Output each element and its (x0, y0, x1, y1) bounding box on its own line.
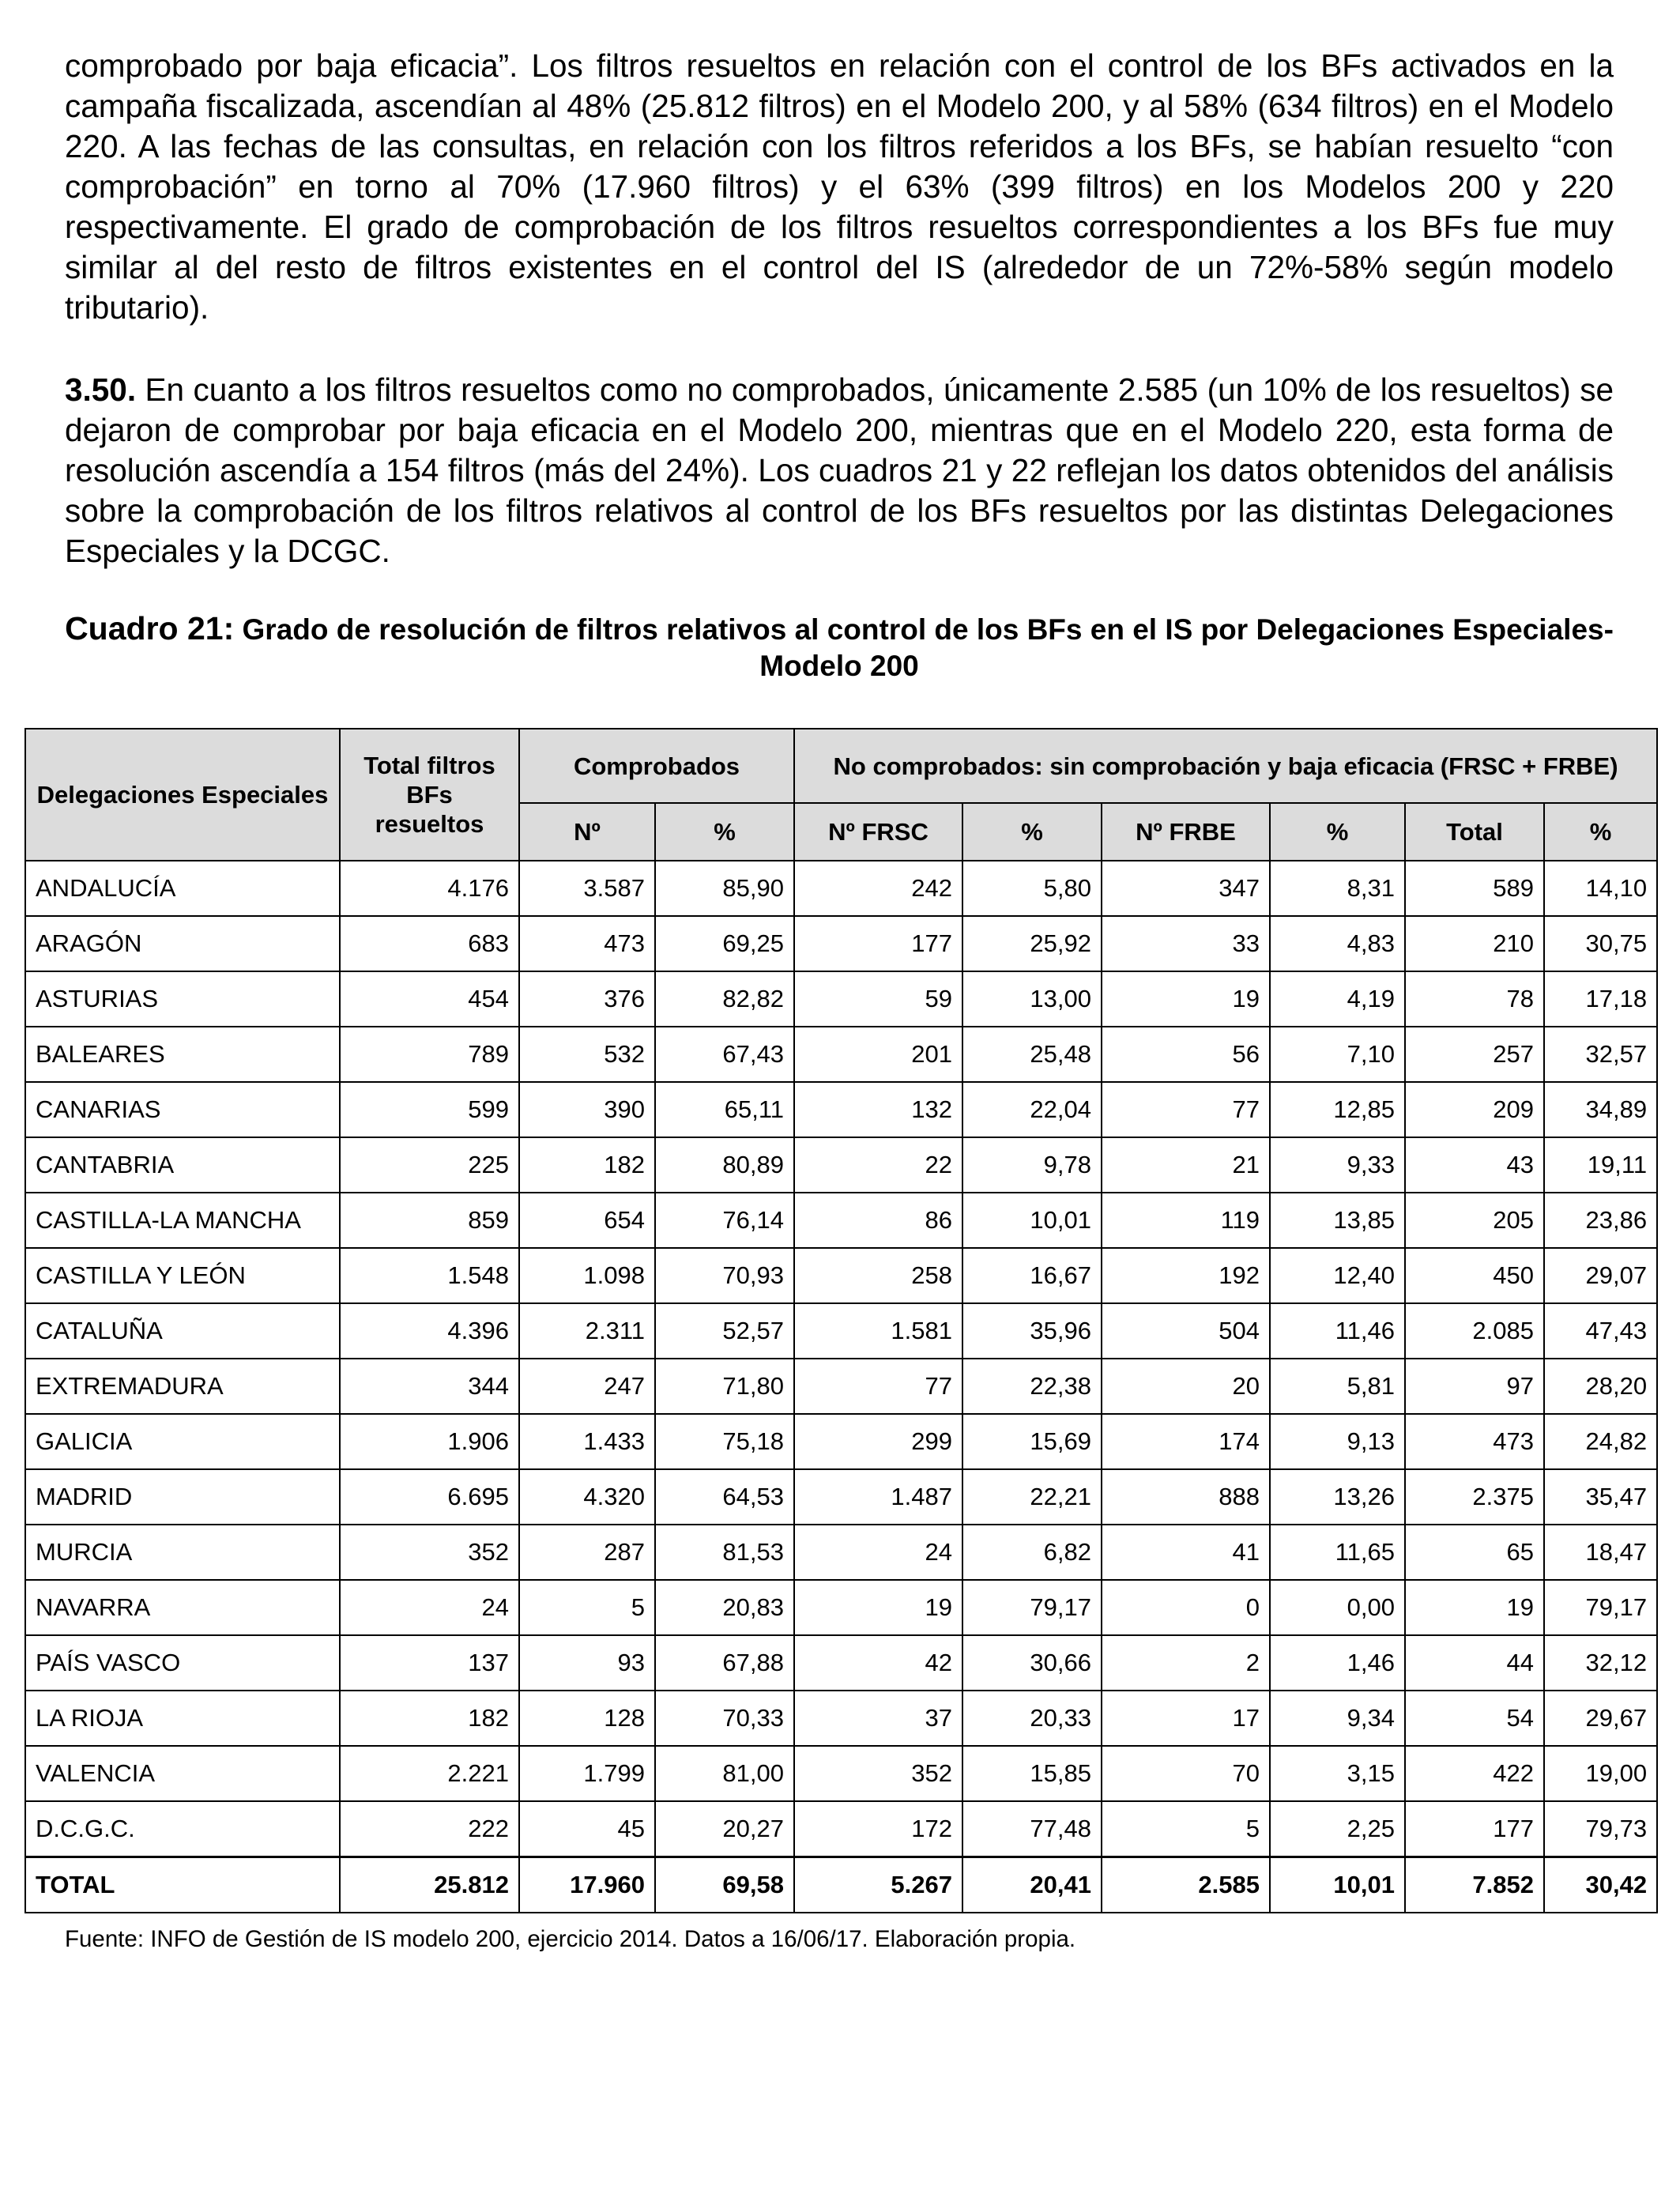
value-cell: 473 (1405, 1414, 1544, 1469)
value-cell: 23,86 (1544, 1193, 1657, 1248)
paragraph-number: 3.50. (65, 371, 137, 408)
value-cell: 56 (1102, 1027, 1270, 1082)
row-label-cell: PAÍS VASCO (25, 1635, 340, 1691)
value-cell: 25,48 (962, 1027, 1102, 1082)
value-cell: 24 (340, 1580, 519, 1635)
value-cell: 3.587 (519, 861, 655, 916)
value-cell: 347 (1102, 861, 1270, 916)
value-cell: 21 (1102, 1137, 1270, 1193)
value-cell: 13,26 (1270, 1469, 1405, 1525)
subheader-cell: % (962, 803, 1102, 861)
table-row (25, 1193, 1657, 1248)
row-label-cell: CANTABRIA (25, 1137, 340, 1193)
value-cell: 11,46 (1270, 1303, 1405, 1359)
value-cell: 67,43 (655, 1027, 794, 1082)
value-cell: 70,33 (655, 1691, 794, 1746)
value-cell: 504 (1102, 1303, 1270, 1359)
value-cell: 22,38 (962, 1359, 1102, 1414)
value-cell: 20,33 (962, 1691, 1102, 1746)
table-row (25, 1580, 1657, 1635)
value-cell: 5.267 (794, 1857, 962, 1913)
header-comprobados: Comprobados (519, 729, 794, 803)
table-row (25, 1027, 1657, 1082)
value-cell: 32,12 (1544, 1635, 1657, 1691)
value-cell: 78 (1405, 971, 1544, 1027)
value-cell: 30,66 (962, 1635, 1102, 1691)
value-cell: 532 (519, 1027, 655, 1082)
value-cell: 82,82 (655, 971, 794, 1027)
value-cell: 5,80 (962, 861, 1102, 916)
value-cell: 376 (519, 971, 655, 1027)
paragraph-2-text: En cuanto a los filtros resueltos como no comprobados, únicamente 2.585 (un 10% de los resueltos) se dejaron de comprobar por baja eficacia en el Modelo 200, mientras que en el Modelo 220, esta forma de resolución ascendía a 154 filtros (más del 24%). Los cuadros 21 y 22 reflejan los datos obtenidos del análisis sobre la comprobación de los filtros relativos al control de los BFs resueltos por las distintas Delegaciones Especiales y la DCGC. (65, 371, 1614, 569)
value-cell: 13,85 (1270, 1193, 1405, 1248)
row-label-cell: VALENCIA (25, 1746, 340, 1801)
value-cell: 34,89 (1544, 1082, 1657, 1137)
value-cell: 1.548 (340, 1248, 519, 1303)
value-cell: 19,11 (1544, 1137, 1657, 1193)
value-cell: 1.098 (519, 1248, 655, 1303)
value-cell: 30,42 (1544, 1857, 1657, 1913)
value-cell: 0 (1102, 1580, 1270, 1635)
value-cell: 137 (340, 1635, 519, 1691)
value-cell: 287 (519, 1525, 655, 1580)
value-cell: 76,14 (655, 1193, 794, 1248)
row-label-cell: NAVARRA (25, 1580, 340, 1635)
value-cell: 97 (1405, 1359, 1544, 1414)
row-label-cell: CASTILLA-LA MANCHA (25, 1193, 340, 1248)
value-cell: 9,33 (1270, 1137, 1405, 1193)
value-cell: 177 (1405, 1801, 1544, 1857)
value-cell: 19,00 (1544, 1746, 1657, 1801)
subheader-cell: % (1544, 803, 1657, 861)
value-cell: 6.695 (340, 1469, 519, 1525)
row-label-cell: LA RIOJA (25, 1691, 340, 1746)
value-cell: 25,92 (962, 916, 1102, 971)
value-cell: 85,90 (655, 861, 794, 916)
value-cell: 352 (340, 1525, 519, 1580)
value-cell: 2.311 (519, 1303, 655, 1359)
subheader-cell: Total (1405, 803, 1544, 861)
row-label-cell: CATALUÑA (25, 1303, 340, 1359)
table-row (25, 1414, 1657, 1469)
value-cell: 41 (1102, 1525, 1270, 1580)
value-cell: 4.320 (519, 1469, 655, 1525)
table-row (25, 1469, 1657, 1525)
value-cell: 422 (1405, 1746, 1544, 1801)
value-cell: 589 (1405, 861, 1544, 916)
value-cell: 79,73 (1544, 1801, 1657, 1857)
row-label-cell: GALICIA (25, 1414, 340, 1469)
value-cell: 1.487 (794, 1469, 962, 1525)
value-cell: 28,20 (1544, 1359, 1657, 1414)
caption-label: Cuadro 21: (65, 610, 235, 647)
value-cell: 81,00 (655, 1746, 794, 1801)
value-cell: 67,88 (655, 1635, 794, 1691)
value-cell: 2.221 (340, 1746, 519, 1801)
subheader-cell: % (655, 803, 794, 861)
value-cell: 9,34 (1270, 1691, 1405, 1746)
value-cell: 29,07 (1544, 1248, 1657, 1303)
value-cell: 454 (340, 971, 519, 1027)
value-cell: 30,75 (1544, 916, 1657, 971)
table-row (25, 861, 1657, 916)
value-cell: 10,01 (1270, 1857, 1405, 1913)
value-cell: 15,85 (962, 1746, 1102, 1801)
value-cell: 258 (794, 1248, 962, 1303)
value-cell: 5 (519, 1580, 655, 1635)
value-cell: 5,81 (1270, 1359, 1405, 1414)
header-total-filtros: Total filtros BFs resueltos (340, 729, 519, 861)
value-cell: 54 (1405, 1691, 1544, 1746)
value-cell: 128 (519, 1691, 655, 1746)
row-label-cell: EXTREMADURA (25, 1359, 340, 1414)
table-row (25, 1137, 1657, 1193)
table-body (25, 861, 1657, 1913)
value-cell: 79,17 (962, 1580, 1102, 1635)
value-cell: 22 (794, 1137, 962, 1193)
table-row (25, 1303, 1657, 1359)
value-cell: 119 (1102, 1193, 1270, 1248)
table-caption (65, 610, 1614, 684)
value-cell: 70,93 (655, 1248, 794, 1303)
value-cell: 299 (794, 1414, 962, 1469)
value-cell: 9,13 (1270, 1414, 1405, 1469)
value-cell: 25.812 (340, 1857, 519, 1913)
table-row (25, 916, 1657, 971)
value-cell: 32,57 (1544, 1027, 1657, 1082)
value-cell: 16,67 (962, 1248, 1102, 1303)
value-cell: 24 (794, 1525, 962, 1580)
row-label-cell: ANDALUCÍA (25, 861, 340, 916)
value-cell: 45 (519, 1801, 655, 1857)
table-total-row (25, 1857, 1657, 1913)
value-cell: 65,11 (655, 1082, 794, 1137)
value-cell: 70 (1102, 1746, 1270, 1801)
value-cell: 132 (794, 1082, 962, 1137)
value-cell: 64,53 (655, 1469, 794, 1525)
value-cell: 37 (794, 1691, 962, 1746)
subheader-cell: Nº FRSC (794, 803, 962, 861)
value-cell: 4.176 (340, 861, 519, 916)
row-label-cell: ASTURIAS (25, 971, 340, 1027)
subheader-cell: Nº (519, 803, 655, 861)
value-cell: 222 (340, 1801, 519, 1857)
value-cell: 2.375 (1405, 1469, 1544, 1525)
row-label-cell: TOTAL (25, 1857, 340, 1913)
value-cell: 3,15 (1270, 1746, 1405, 1801)
value-cell: 888 (1102, 1469, 1270, 1525)
value-cell: 654 (519, 1193, 655, 1248)
value-cell: 19 (1102, 971, 1270, 1027)
value-cell: 20 (1102, 1359, 1270, 1414)
value-cell: 205 (1405, 1193, 1544, 1248)
value-cell: 257 (1405, 1027, 1544, 1082)
subheader-cell: % (1270, 803, 1405, 861)
value-cell: 0,00 (1270, 1580, 1405, 1635)
value-cell: 20,27 (655, 1801, 794, 1857)
value-cell: 93 (519, 1635, 655, 1691)
value-cell: 20,83 (655, 1580, 794, 1635)
value-cell: 20,41 (962, 1857, 1102, 1913)
value-cell: 210 (1405, 916, 1544, 971)
value-cell: 47,43 (1544, 1303, 1657, 1359)
header-delegaciones: Delegaciones Especiales (25, 729, 340, 861)
value-cell: 13,00 (962, 971, 1102, 1027)
value-cell: 24,82 (1544, 1414, 1657, 1469)
value-cell: 2,25 (1270, 1801, 1405, 1857)
value-cell: 15,69 (962, 1414, 1102, 1469)
value-cell: 4,83 (1270, 916, 1405, 971)
value-cell: 4,19 (1270, 971, 1405, 1027)
subheader-cell: Nº FRBE (1102, 803, 1270, 861)
value-cell: 209 (1405, 1082, 1544, 1137)
table-row (25, 1801, 1657, 1857)
header-no-comprobados: No comprobados: sin comprobación y baja eficacia (FRSC + FRBE) (794, 729, 1657, 803)
value-cell: 65 (1405, 1525, 1544, 1580)
value-cell: 12,85 (1270, 1082, 1405, 1137)
value-cell: 6,82 (962, 1525, 1102, 1580)
row-label-cell: CASTILLA Y LEÓN (25, 1248, 340, 1303)
value-cell: 174 (1102, 1414, 1270, 1469)
value-cell: 9,78 (962, 1137, 1102, 1193)
value-cell: 2.085 (1405, 1303, 1544, 1359)
value-cell: 80,89 (655, 1137, 794, 1193)
value-cell: 29,67 (1544, 1691, 1657, 1746)
row-label-cell: MADRID (25, 1469, 340, 1525)
value-cell: 19 (1405, 1580, 1544, 1635)
value-cell: 81,53 (655, 1525, 794, 1580)
value-cell: 17 (1102, 1691, 1270, 1746)
value-cell: 22,21 (962, 1469, 1102, 1525)
table-row (25, 971, 1657, 1027)
value-cell: 75,18 (655, 1414, 794, 1469)
value-cell: 18,47 (1544, 1525, 1657, 1580)
paragraph-2 (65, 370, 1614, 571)
row-label-cell: D.C.G.C. (25, 1801, 340, 1857)
value-cell: 77 (794, 1359, 962, 1414)
value-cell: 8,31 (1270, 861, 1405, 916)
source-note: Fuente: INFO de Gestión de IS modelo 200, ejercicio 2014. Datos a 16/06/17. Elaboración propia. (65, 1926, 1076, 1952)
value-cell: 1,46 (1270, 1635, 1405, 1691)
caption-title: Grado de resolución de filtros relativos al control de los BFs en el IS por Delegaciones Especiales- Modelo 200 (234, 613, 1614, 682)
value-cell: 33 (1102, 916, 1270, 971)
value-cell: 71,80 (655, 1359, 794, 1414)
value-cell: 19 (794, 1580, 962, 1635)
value-cell: 69,25 (655, 916, 794, 971)
value-cell: 86 (794, 1193, 962, 1248)
table-row (25, 1525, 1657, 1580)
value-cell: 44 (1405, 1635, 1544, 1691)
value-cell: 1.581 (794, 1303, 962, 1359)
value-cell: 352 (794, 1746, 962, 1801)
value-cell: 7.852 (1405, 1857, 1544, 1913)
value-cell: 52,57 (655, 1303, 794, 1359)
table-row (25, 1082, 1657, 1137)
value-cell: 77 (1102, 1082, 1270, 1137)
value-cell: 22,04 (962, 1082, 1102, 1137)
value-cell: 79,17 (1544, 1580, 1657, 1635)
value-cell: 789 (340, 1027, 519, 1082)
value-cell: 69,58 (655, 1857, 794, 1913)
value-cell: 1.799 (519, 1746, 655, 1801)
value-cell: 192 (1102, 1248, 1270, 1303)
value-cell: 35,47 (1544, 1469, 1657, 1525)
value-cell: 77,48 (962, 1801, 1102, 1857)
value-cell: 17.960 (519, 1857, 655, 1913)
table-row (25, 1746, 1657, 1801)
value-cell: 4.396 (340, 1303, 519, 1359)
value-cell: 11,65 (1270, 1525, 1405, 1580)
value-cell: 12,40 (1270, 1248, 1405, 1303)
value-cell: 35,96 (962, 1303, 1102, 1359)
value-cell: 473 (519, 916, 655, 971)
value-cell: 1.906 (340, 1414, 519, 1469)
value-cell: 7,10 (1270, 1027, 1405, 1082)
table-row (25, 1635, 1657, 1691)
row-label-cell: MURCIA (25, 1525, 340, 1580)
value-cell: 43 (1405, 1137, 1544, 1193)
value-cell: 599 (340, 1082, 519, 1137)
row-label-cell: CANARIAS (25, 1082, 340, 1137)
value-cell: 859 (340, 1193, 519, 1248)
paragraph-1: comprobado por baja eficacia”. Los filtros resueltos en relación con el control de los BFs activados en la campaña fiscalizada, ascendían al 48% (25.812 filtros) en el Modelo 200, y al 58% (634 filtros) en el Modelo 220. A las fechas de las consultas, en relación con los filtros referidos a los BFs, se habían resuelto “con comprobación” en torno al 70% (17.960 filtros) y el 63% (399 filtros) en los Modelos 200 y 220 respectivamente. El grado de comprobación de los filtros resueltos correspondientes a los BFs fue muy similar al del resto de filtros existentes en el control del IS (alrededor de un 72%-58% según modelo tributario). (65, 47, 1614, 326)
value-cell: 390 (519, 1082, 655, 1137)
value-cell: 182 (519, 1137, 655, 1193)
value-cell: 225 (340, 1137, 519, 1193)
value-cell: 1.433 (519, 1414, 655, 1469)
value-cell: 42 (794, 1635, 962, 1691)
value-cell: 59 (794, 971, 962, 1027)
value-cell: 2.585 (1102, 1857, 1270, 1913)
value-cell: 17,18 (1544, 971, 1657, 1027)
row-label-cell: BALEARES (25, 1027, 340, 1082)
data-table (24, 728, 1658, 1913)
row-label-cell: ARAGÓN (25, 916, 340, 971)
table-row (25, 1691, 1657, 1746)
value-cell: 14,10 (1544, 861, 1657, 916)
value-cell: 177 (794, 916, 962, 971)
table-row (25, 1359, 1657, 1414)
value-cell: 344 (340, 1359, 519, 1414)
value-cell: 450 (1405, 1248, 1544, 1303)
value-cell: 10,01 (962, 1193, 1102, 1248)
value-cell: 247 (519, 1359, 655, 1414)
value-cell: 242 (794, 861, 962, 916)
value-cell: 172 (794, 1801, 962, 1857)
value-cell: 201 (794, 1027, 962, 1082)
table-row (25, 1248, 1657, 1303)
value-cell: 182 (340, 1691, 519, 1746)
value-cell: 5 (1102, 1801, 1270, 1857)
value-cell: 683 (340, 916, 519, 971)
value-cell: 2 (1102, 1635, 1270, 1691)
